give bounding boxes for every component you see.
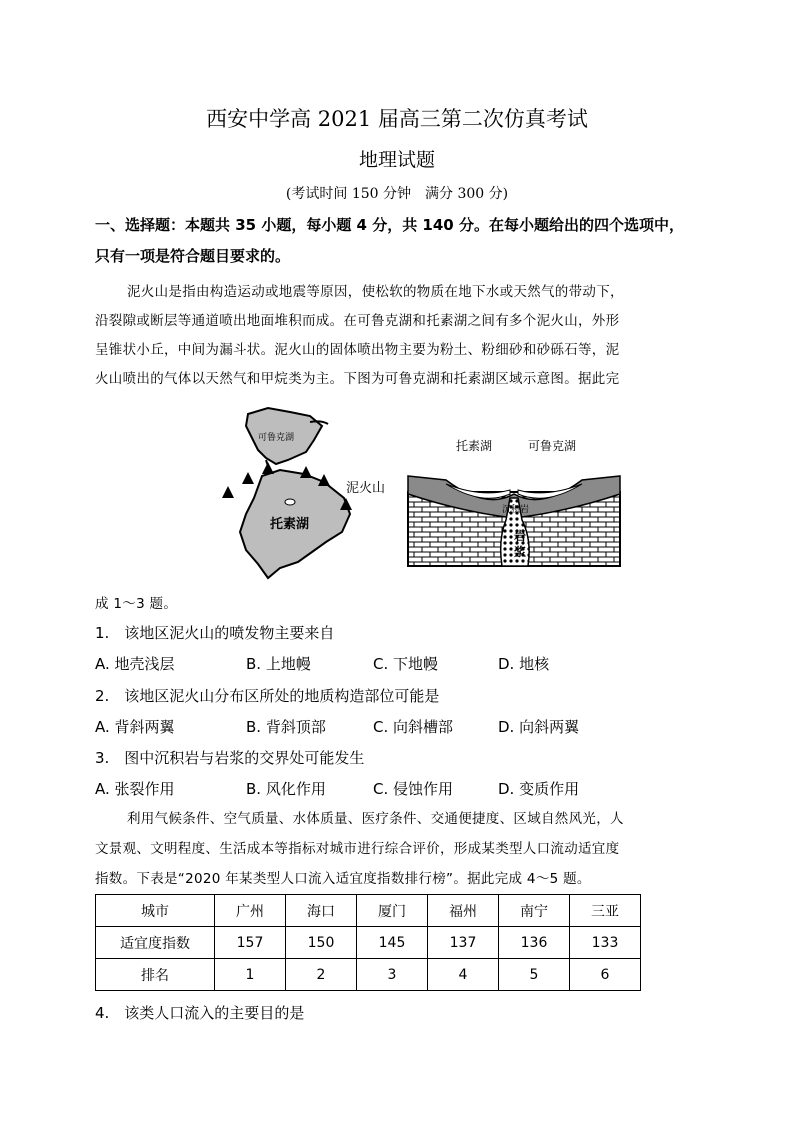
q3-option-a: A. 张裂作用 (95, 780, 175, 798)
passage1-line5: 成 1～3 题。 (95, 596, 178, 612)
table-header-cell: 厦门 (357, 895, 428, 927)
lake-region-map (218, 402, 408, 584)
table-cell: 6 (570, 959, 641, 991)
question-3-stem: 3. 图中沉积岩与岩浆的交界处可能发生 (95, 749, 365, 767)
table-cell: 145 (357, 927, 428, 959)
table-cell: 1 (215, 959, 286, 991)
table-row (96, 927, 641, 959)
q3-option-d: D. 变质作用 (498, 780, 580, 798)
table-cell: 适宜度指数 (96, 927, 215, 959)
q2-option-b: B. 背斜顶部 (246, 718, 326, 736)
mud-volcano-icon (242, 472, 254, 484)
section-label-tuosu: 托素湖 (456, 439, 493, 453)
q2-option-a: A. 背斜两翼 (95, 718, 175, 736)
table-cell: 3 (357, 959, 428, 991)
table-cell: 157 (215, 927, 286, 959)
mud-volcano-icon (300, 466, 312, 478)
geologic-cross-section (406, 432, 622, 568)
question-1-stem: 1. 该地区泥火山的喷发物主要来自 (95, 624, 335, 642)
q1-option-a: A. 地壳浅层 (95, 655, 175, 673)
map-label-volcano: 泥火山 (346, 481, 386, 496)
table-cell: 5 (499, 959, 570, 991)
table-header-cell: 南宁 (499, 895, 570, 927)
section-label-sediment: 沉积岩 (502, 505, 530, 515)
q1-option-c: C. 下地幔 (373, 655, 439, 673)
exam-title: 西安中学高 2021 届高三第二次仿真考试 (206, 107, 588, 131)
table-cell: 150 (286, 927, 357, 959)
section-heading-line2: 只有一项是符合题目要求的。 (95, 247, 291, 265)
table-cell: 2 (286, 959, 357, 991)
table-header-cell: 广州 (215, 895, 286, 927)
section-label-magma-2: 浆 (514, 545, 527, 559)
passage1-line1: 泥火山是指由构造运动或地震等原因，使松软的物质在地下水或天然气的带动下， (127, 284, 624, 300)
q2-option-d: D. 向斜两翼 (498, 718, 580, 736)
q2-option-c: C. 向斜槽部 (373, 718, 454, 736)
table-header-cell: 海口 (286, 895, 357, 927)
passage1-line3: 呈锥状小丘，中间为漏斗状。泥火山的固体喷出物主要为粉土、粉细砂和砂砾石等，泥 (95, 342, 620, 358)
q3-option-c: C. 侵蚀作用 (373, 780, 454, 798)
exam-info: (考试时间 150 分钟 满分 300 分) (285, 186, 509, 202)
table-cell: 136 (499, 927, 570, 959)
table-header-cell: 三亚 (570, 895, 641, 927)
q1-option-d: D. 地核 (498, 655, 550, 673)
table-cell: 排名 (96, 959, 215, 991)
mud-volcano-icon (262, 462, 274, 474)
table-cell: 137 (428, 927, 499, 959)
q1-option-b: B. 上地幔 (246, 655, 311, 673)
map-label-tuosu: 托素湖 (270, 517, 310, 532)
table-header-row (96, 895, 641, 927)
passage2-line3: 指数。下表是“2020 年某类型人口流入适宜度指数排行榜”。据此完成 4～5 题。 (95, 871, 591, 887)
table-cell: 133 (570, 927, 641, 959)
tuosu-island (285, 499, 295, 505)
section-label-magma-1: 岩 (514, 529, 527, 543)
subject-title: 地理试题 (358, 149, 435, 171)
q3-option-b: B. 风化作用 (246, 780, 326, 798)
table-header-cell: 福州 (428, 895, 499, 927)
question-2-stem: 2. 该地区泥火山分布区所处的地质构造部位可能是 (95, 687, 440, 705)
table-header-cell: 城市 (96, 895, 215, 927)
question-4-stem: 4. 该类人口流入的主要目的是 (95, 1004, 305, 1022)
map-label-keluke: 可鲁克湖 (258, 433, 295, 443)
passage2-line2: 文景观、文明程度、生活成本等指标对城市进行综合评价，形成某类型人口流动适宜度 (95, 841, 620, 857)
passage2-line1: 利用气候条件、空气质量、水体质量、医疗条件、交通便捷度、区域自然风光，人 (127, 811, 624, 827)
ranking-table (95, 894, 641, 991)
passage1-line2: 沿裂隙或断层等通道喷出地面堆积而成。在可鲁克湖和托素湖之间有多个泥火山，外形 (95, 313, 620, 329)
section-heading-line1: 一、选择题：本题共 35 小题，每小题 4 分，共 140 分。在每小题给出的四个选项中， (95, 216, 684, 234)
table-cell: 4 (428, 959, 499, 991)
table-row (96, 959, 641, 991)
mud-volcano-icon (222, 486, 234, 498)
section-label-keluke: 可鲁克湖 (528, 439, 577, 453)
passage1-line4: 火山喷出的气体以天然气和甲烷类为主。下图为可鲁克湖和托素湖区域示意图。据此完 (95, 371, 620, 387)
